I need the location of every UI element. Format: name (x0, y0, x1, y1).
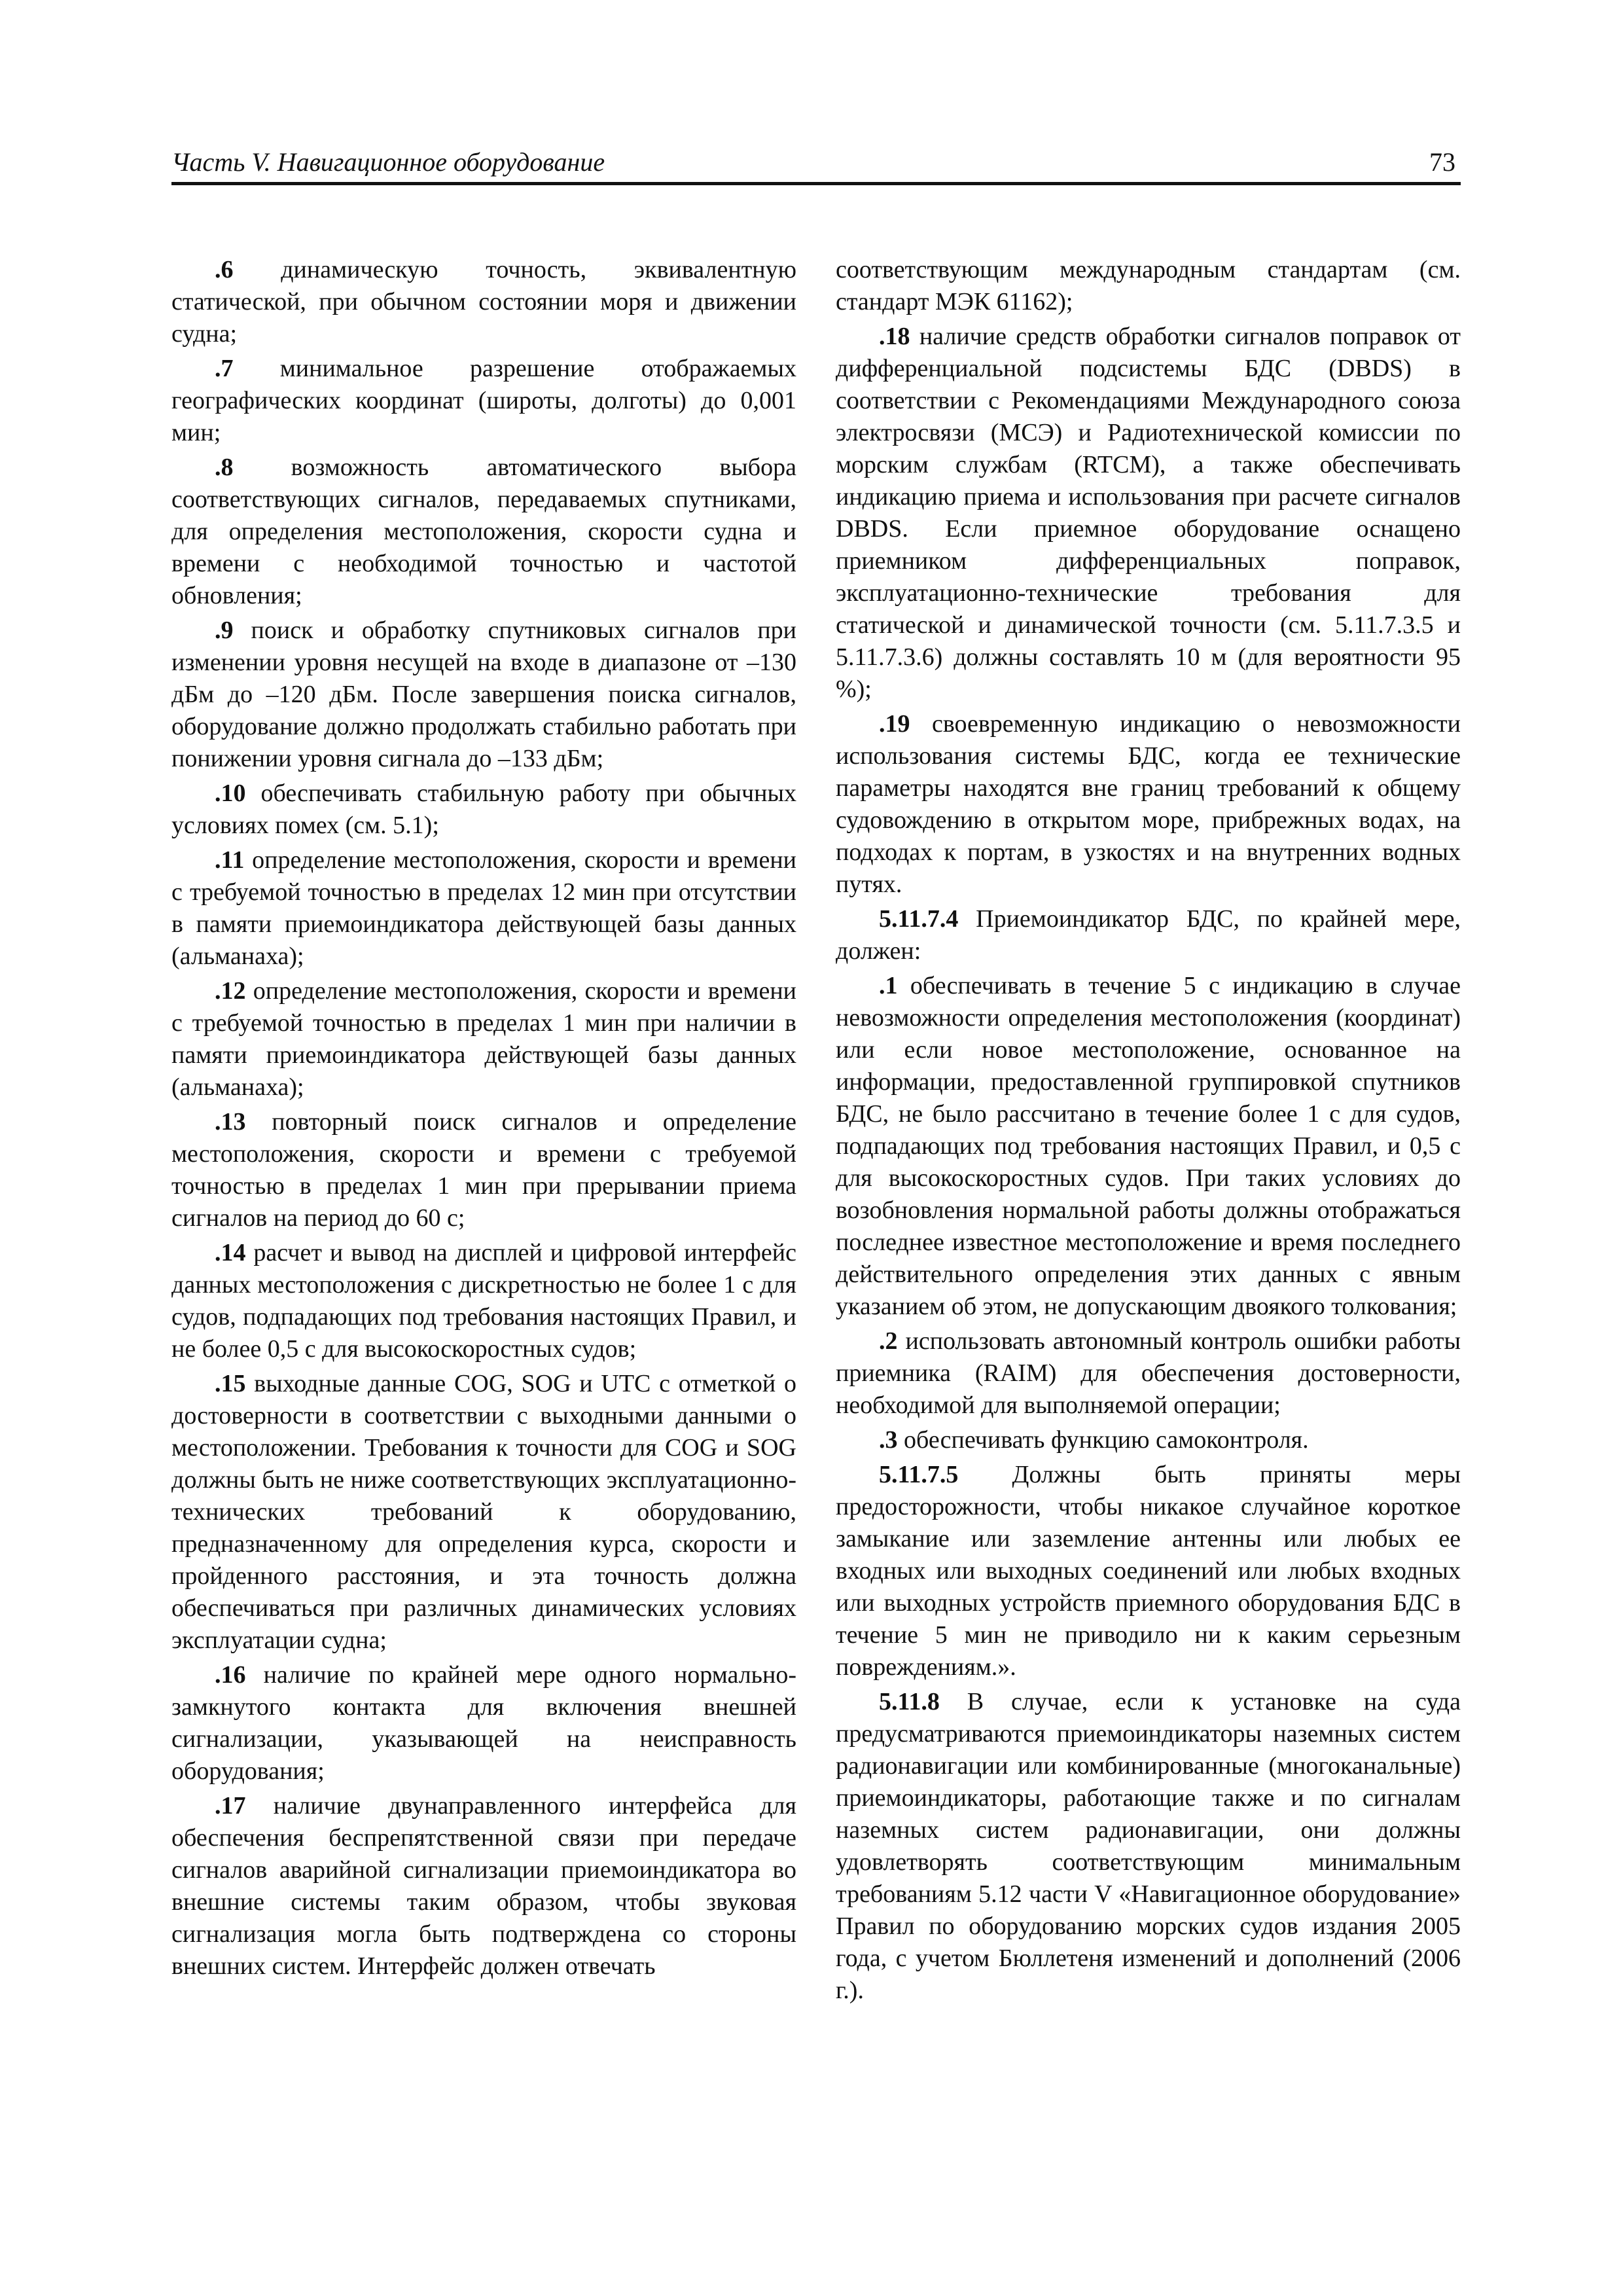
item-text: возможность автоматического выбора соответствующих сигналов, передаваемых спутниками, для определения местоположения, скорости судна и времени с необходимой точностью и частотой обновления; (171, 454, 796, 609)
section-number: 5.11.7.4 (879, 905, 959, 933)
paragraph-item-14 (171, 1237, 796, 1365)
header-title: Часть V. Навигационное оборудование (171, 147, 605, 177)
item-number: .2 (879, 1327, 898, 1355)
paragraph-item-19 (836, 708, 1461, 901)
item-number: .16 (215, 1661, 246, 1689)
paragraph-item-6 (171, 254, 796, 350)
item-text: своевременную индикацию о невозможности использования системы БДС, когда ее технические параметры находятся вне границ требований к общему судовождению в открытом море, прибрежных водах, на подходах к портам, в узкостях и на внутренних водных путях. (836, 710, 1461, 898)
item-text: Должны быть приняты меры предосторожности, чтобы никакое случайное короткое замыкание или заземление антенны или любых ее входных или выходных соединений или любых входных или выходных устройств приемного оборудования БДС в течение 5 мин не приводило ни к каким серьезным повреждениям.». (836, 1461, 1461, 1681)
item-text: минимальное разрешение отображаемых географических координат (широты, долготы) до 0,001 мин; (171, 355, 796, 446)
item-text: поиск и обработку спутниковых сигналов при изменении уровня несущей на входе в диапазоне от –130 дБм до –120 дБм. После завершения поиска сигналов, оборудование должно продолжать стабильно работать при понижении уровня сигнала до –133 дБм; (171, 617, 796, 772)
item-number: .18 (879, 323, 910, 350)
item-number: .7 (215, 355, 234, 382)
item-number: .13 (215, 1108, 246, 1136)
item-text: расчет и вывод на дисплей и цифровой интерфейс данных местоположения с дискретностью не более 1 с для судов, подпадающих под требования настоящих Правил, и не более 0,5 с для высокоскоростных судов; (171, 1239, 796, 1363)
paragraph-item-12 (171, 975, 796, 1103)
item-text: Приемоиндикатор БДС, по крайней мере, должен: (836, 905, 1461, 965)
item-text: использовать автономный контроль ошибки работы приемника (RAIM) для обеспечения достоверности, необходимой для выполняемой операции; (836, 1327, 1461, 1419)
item-number: .9 (215, 617, 234, 644)
paragraph-item-11 (171, 844, 796, 973)
item-number: .17 (215, 1792, 246, 1820)
paragraph-continuation (836, 254, 1461, 318)
item-text: выходные данные COG, SOG и UTC с отметкой о достоверности в соответствии с выходными данными о местоположении. Требования к точности для COG и SOG должны быть не ниже соответствующих эксплуатационно-технических требований к оборудованию, предназначенному для определения курса, скорости и пройденного расстояния, и эта точность должна обеспечиваться при различных динамических условиях эксплуатации судна; (171, 1370, 796, 1654)
section-number: 5.11.8 (879, 1688, 940, 1715)
left-column (171, 254, 796, 1985)
paragraph-item-9 (171, 615, 796, 775)
section-number: 5.11.7.5 (879, 1461, 959, 1488)
running-header (171, 147, 1461, 178)
item-number: .1 (879, 972, 898, 999)
item-number: .6 (215, 256, 234, 283)
item-number: .10 (215, 780, 246, 807)
item-text: наличие двунаправленного интерфейса для обеспечения беспрепятственной связи при передаче сигналов аварийной сигнализации приемоиндикатора во внешние системы таким образом, чтобы звуковая сигнализация могла быть подтверждена со стороны внешних систем. Интерфейс должен отвечать (171, 1792, 796, 1980)
paragraph-item-15 (171, 1368, 796, 1657)
paragraph-item-3 (836, 1424, 1461, 1456)
paragraph-section-5-11-7-4 (836, 903, 1461, 967)
item-text: динамическую точность, эквивалентную статической, при обычном состоянии моря и движении судна; (171, 256, 796, 348)
item-number: .8 (215, 454, 234, 481)
paragraph-section-5-11-8 (836, 1686, 1461, 2007)
item-number: .12 (215, 977, 246, 1005)
paragraph-item-10 (171, 778, 796, 842)
item-text: наличие по крайней мере одного нормально-замкнутого контакта для включения внешней сигнализации, указывающей на неисправность оборудования; (171, 1661, 796, 1785)
paragraph-item-17 (171, 1790, 796, 1982)
item-number: .11 (215, 846, 245, 874)
paragraph-item-2 (836, 1325, 1461, 1422)
item-number: .15 (215, 1370, 246, 1397)
item-text: обеспечивать в течение 5 с индикацию в случае невозможности определения местоположения (координат) или если новое местоположение, основанное на информации, предоставленной группировкой спутников БДС, не было рассчитано в течение более 1 с для судов, подпадающих под требования настоящих Правил, и 0,5 с для высокоскоростных судов. При таких условиях до возобновления нормальной работы должны отображаться последнее известное местоположение и время последнего действительного определения этих данных с явным указанием об этом, не допускающим двоякого толкования; (836, 972, 1461, 1320)
item-number: .19 (879, 710, 910, 738)
item-number: .14 (215, 1239, 246, 1266)
item-text: повторный поиск сигналов и определение местоположения, скорости и времени с требуемой точностью в пределах 1 мин при прерывании приема сигналов на период до 60 с; (171, 1108, 796, 1232)
right-column (836, 254, 1461, 2009)
item-text: обеспечивать функцию самоконтроля. (897, 1426, 1309, 1454)
page-number: 73 (1429, 147, 1455, 177)
paragraph-item-13 (171, 1106, 796, 1234)
paragraph-item-16 (171, 1659, 796, 1787)
item-number: .3 (879, 1426, 898, 1454)
paragraph-section-5-11-7-5 (836, 1459, 1461, 1683)
item-text: определение местоположения, скорости и времени с требуемой точностью в пределах 12 мин при отсутствии в памяти приемоиндикатора действующей базы данных (альманаха); (171, 846, 796, 970)
item-text: В случае, если к установке на суда предусматриваются приемоиндикаторы наземных систем радионавигации или комбинированные (многоканальные) приемоиндикаторы, работающие также и по сигналам наземных систем радионавигации, они должны удовлетворять соответствующим минимальным требованиям 5.12 части V «Навигационное оборудование» Правил по оборудованию морских судов издания 2005 года, с учетом Бюллетеня изменений и дополнений (2006 г.). (836, 1688, 1461, 2004)
item-text: определение местоположения, скорости и времени с требуемой точностью в пределах 1 мин при наличии в памяти приемоиндикатора действующей базы данных (альманаха); (171, 977, 796, 1101)
item-text: соответствующим международным стандартам (см. стандарт МЭК 61162); (836, 256, 1461, 315)
header-rule (171, 182, 1461, 185)
item-text: обеспечивать стабильную работу при обычных условиях помех (см. 5.1); (171, 780, 796, 839)
paragraph-item-18 (836, 321, 1461, 706)
item-text: наличие средств обработки сигналов поправок от дифференциальной подсистемы БДС (DBDS) в соответствии с Рекомендациями Международного союза электросвязи (МСЭ) и Радиотехнической комиссии по морским службам (RTCM), а также обеспечивать индикацию приема и использования при расчете сигналов DBDS. Если приемное оборудование оснащено приемником дифференциальных поправок, эксплуатационно-технические требования для статической и динамической точности (см. 5.11.7.3.5 и 5.11.7.3.6) должны составлять 10 м (для вероятности 95 %); (836, 323, 1461, 703)
paragraph-item-8 (171, 452, 796, 612)
paragraph-item-7 (171, 353, 796, 449)
paragraph-item-1 (836, 970, 1461, 1323)
